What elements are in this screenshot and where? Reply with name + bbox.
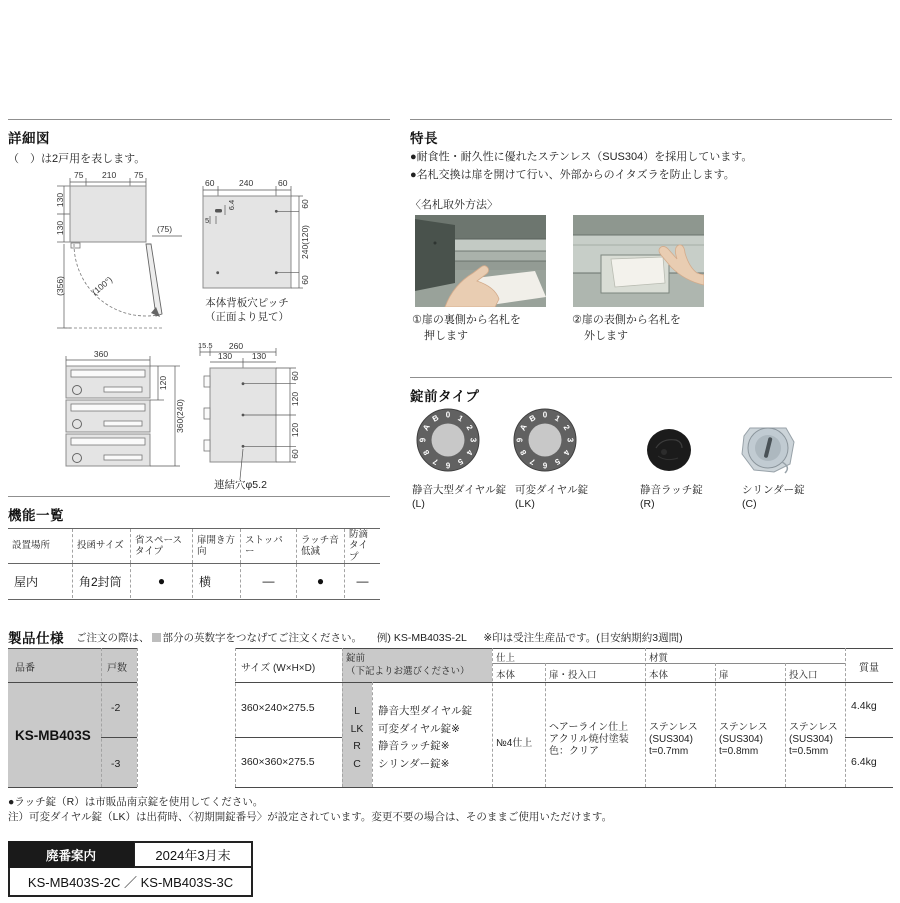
drawing-front-view [52, 348, 192, 490]
svg-text:A: A [518, 422, 529, 433]
spec-intro: ご注文の際は、 部分の英数字をつなげてご注文ください。 例) KS-MB403S-2L ※印は受注生産品です。(目安納期約3週間) [76, 632, 683, 644]
svg-text:7: 7 [431, 456, 440, 467]
discontinued-models: KS-MB403S-2C ／ KS-MB403S-3C [8, 868, 253, 897]
function-value: ● [130, 564, 192, 598]
svg-text:2: 2 [561, 423, 572, 432]
svg-text:60: 60 [290, 449, 300, 459]
note-dial: 注）可変ダイヤル錠（LK）は出荷時、〈初期開錠番号〉が設定されています。変更不要の場合は、そのままご使用いただけます。 [8, 811, 613, 823]
drawing-door-open [44, 166, 196, 338]
section-title-spec: 製品仕様 [8, 631, 64, 646]
feature-item: ●名札交換は扉を開けて行い、外部からのイタズラを防止します。 [410, 169, 735, 181]
svg-text:7: 7 [528, 456, 537, 467]
lock-label-R: 静音ラッチ錠 (R) [640, 484, 703, 510]
svg-text:360(240): 360(240) [175, 398, 185, 434]
svg-text:60: 60 [205, 178, 215, 188]
spec-main-block [235, 648, 893, 787]
finish-door-value: ヘアーライン仕上 アクリル焼付塗装 色：クリア [549, 722, 629, 757]
drawing-side-view [194, 342, 324, 494]
svg-text:8: 8 [518, 448, 529, 457]
divider [410, 377, 892, 378]
col-header-finish-doorslot: 扉・投入口 [549, 670, 597, 681]
svg-text:9: 9 [515, 437, 525, 443]
lock-names: 静音大型ダイヤル錠 可変ダイヤル錠※ 静音ラッチ錠※ シリンダー錠※ [378, 705, 473, 770]
function-value: 角2封筒 [72, 564, 130, 598]
svg-text:2: 2 [464, 423, 475, 432]
svg-text:5: 5 [456, 456, 465, 467]
col-header-finish-body: 本体 [496, 670, 516, 681]
svg-text:120: 120 [158, 375, 168, 391]
svg-text:3: 3 [565, 437, 575, 443]
photo-step-2 [573, 215, 704, 307]
svg-text:75: 75 [74, 170, 84, 180]
svg-text:15.5: 15.5 [198, 342, 213, 350]
function-header: 扉開き方向 [192, 529, 240, 563]
svg-text:8: 8 [421, 448, 432, 457]
drawing-backplate [191, 174, 323, 332]
svg-text:B: B [527, 413, 538, 424]
note-latch: ●ラッチ錠（R）は市販品南京錠を使用してください。 [8, 796, 264, 808]
shaded-area-icon [152, 633, 161, 642]
function-header: 省スペースタイプ [130, 529, 192, 563]
finish-body-value: №4仕上 [496, 738, 533, 749]
col-header-material-slot: 投入口 [789, 670, 818, 681]
divider [410, 119, 892, 120]
divider [8, 496, 390, 497]
svg-text:1: 1 [456, 413, 465, 424]
svg-text:(100°): (100°) [89, 274, 115, 298]
doors-value: -3 [111, 758, 121, 770]
svg-text:B: B [430, 413, 441, 424]
function-value: 横 [192, 564, 240, 598]
svg-text:120: 120 [290, 422, 300, 438]
dial-lock-image-LK [512, 407, 578, 473]
lock-label-L: 静音大型ダイヤル錠 (L) [412, 484, 507, 510]
svg-text:9: 9 [418, 437, 428, 443]
lock-label-LK: 可変ダイヤル錠 (LK) [515, 484, 589, 510]
function-value: ― [344, 564, 380, 598]
feature-item: ●耐食性・耐久性に優れたステンレス（SUS304）を採用しています。 [410, 151, 753, 163]
svg-text:130: 130 [55, 192, 65, 208]
size-value: 360×240×275.5 [241, 702, 315, 714]
svg-text:120: 120 [290, 391, 300, 407]
spec-order-note: ※印は受注生産品です。(目安納期約3週間) [483, 632, 683, 644]
material-door-value: ステンレス (SUS304) t=0.8mm [719, 722, 768, 757]
svg-text:60: 60 [300, 199, 310, 209]
svg-text:60: 60 [300, 275, 310, 285]
product-code: KS-MB403S [15, 728, 91, 743]
col-header-hinban: 品番 [15, 663, 35, 674]
svg-text:(356): (356) [55, 276, 65, 296]
svg-text:(75): (75) [157, 224, 173, 234]
col-header-kosu: 戸数 [107, 663, 127, 674]
svg-text:130: 130 [251, 351, 267, 361]
col-header-material: 材質 [649, 653, 669, 664]
svg-text:60: 60 [278, 178, 288, 188]
photo-caption-2: ②扉の表側から名札を 外します [572, 314, 681, 342]
function-value: ● [296, 564, 344, 598]
section-title-locks: 錠前タイプ [410, 389, 480, 404]
svg-text:4: 4 [464, 448, 475, 457]
svg-text:240(120): 240(120) [300, 224, 310, 260]
svg-text:1: 1 [553, 413, 562, 424]
doors-value: -2 [111, 702, 121, 714]
function-table [8, 528, 380, 600]
cylinder-lock-image-C [740, 424, 796, 474]
function-header: 防滴タイプ [344, 529, 380, 563]
svg-text:6.4: 6.4 [227, 199, 236, 211]
material-slot-value: ステンレス (SUS304) t=0.5mm [789, 722, 838, 757]
detail-note: （ ）は2戸用を表します。 [8, 153, 146, 165]
lock-codes: L LK R C [350, 705, 364, 770]
svg-text:130: 130 [55, 220, 65, 236]
latch-lock-image-R [646, 428, 692, 473]
svg-text:4: 4 [561, 448, 572, 457]
material-body-value: ステンレス (SUS304) t=0.7mm [649, 722, 698, 757]
svg-text:210: 210 [102, 170, 117, 180]
col-header-material-door: 扉 [719, 670, 729, 681]
svg-text:0: 0 [445, 410, 451, 420]
svg-text:連結穴φ5.2: 連結穴φ5.2 [214, 479, 267, 491]
divider [8, 119, 390, 120]
svg-text:A: A [421, 422, 432, 433]
svg-text:360: 360 [93, 349, 109, 359]
nameplate-method-title: 〈名札取外方法〉 [410, 199, 498, 211]
col-header-material-body: 本体 [649, 670, 669, 681]
function-header: 投函サイズ [72, 529, 130, 563]
function-header: 設置場所 [12, 540, 51, 552]
col-header-finish: 仕上 [496, 653, 516, 664]
spec-table [8, 648, 893, 787]
svg-text:6: 6 [542, 460, 548, 470]
function-header: ストッパー [240, 529, 296, 563]
size-value: 360×360×275.5 [241, 756, 315, 768]
svg-text:260: 260 [228, 342, 244, 351]
section-title-functions: 機能一覧 [8, 508, 64, 523]
svg-text:5: 5 [205, 216, 210, 225]
col-header-lock: 錠前 （下記よりお選びください） [346, 653, 470, 677]
photo-caption-1: ①扉の裏側から名札を 押します [412, 314, 521, 342]
function-value: ― [240, 564, 296, 598]
photo-step-1 [415, 215, 546, 307]
col-header-mass: 質量 [859, 663, 879, 674]
section-title-detail: 詳細図 [8, 131, 50, 146]
col-header-size: サイズ (W×H×D) [241, 663, 316, 674]
function-value: 屋内 [14, 574, 39, 589]
function-header: ラッチ音低減 [296, 529, 344, 563]
svg-text:6: 6 [445, 460, 451, 470]
svg-text:（正面より見て）: （正面より見て） [205, 311, 289, 323]
svg-text:130: 130 [217, 351, 233, 361]
discontinued-date: 2024年3月末 [134, 841, 253, 868]
svg-text:0: 0 [542, 410, 548, 420]
dial-lock-image-L [415, 407, 481, 473]
lock-label-C: シリンダー錠 (C) [742, 484, 805, 510]
mass-value: 6.4kg [851, 756, 877, 768]
svg-text:60: 60 [290, 371, 300, 381]
svg-text:5: 5 [553, 456, 562, 467]
spec-example: 例) KS-MB403S-2L [376, 632, 467, 644]
svg-text:240: 240 [239, 178, 254, 188]
mass-value: 4.4kg [851, 700, 877, 712]
discontinued-label: 廃番案内 [8, 841, 134, 868]
svg-text:3: 3 [468, 437, 478, 443]
svg-text:75: 75 [134, 170, 144, 180]
svg-text:本体背板穴ピッチ: 本体背板穴ピッチ [205, 297, 289, 309]
section-title-features: 特長 [410, 131, 438, 146]
